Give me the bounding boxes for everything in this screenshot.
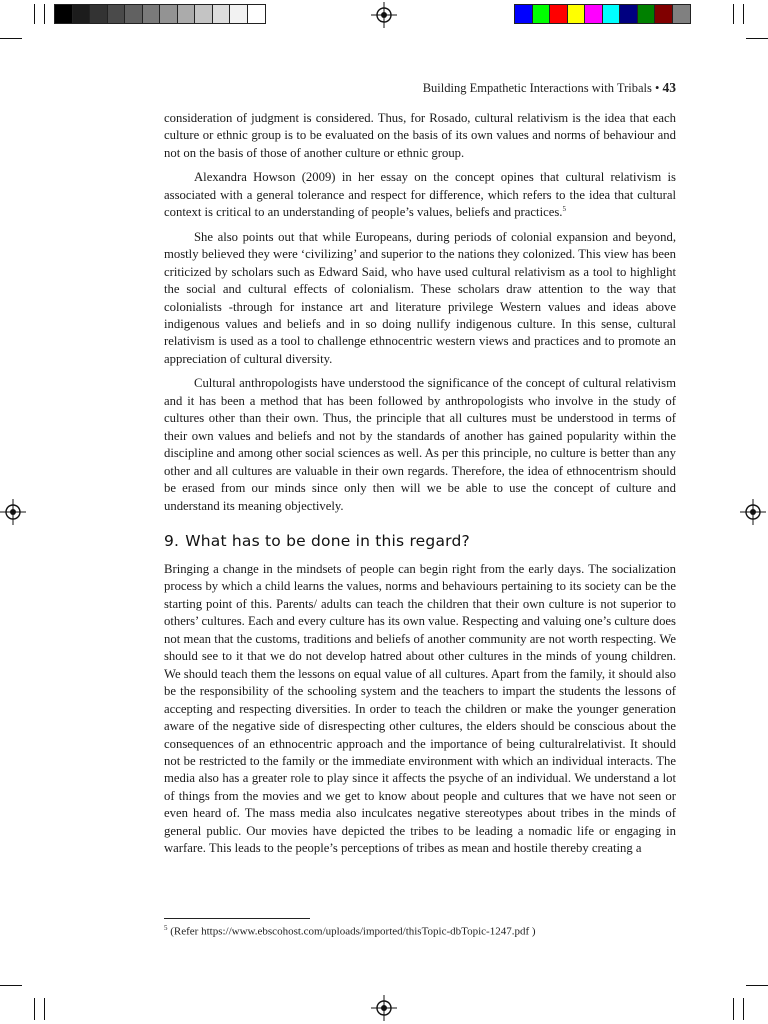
paragraph: She also points out that while Europeans, during periods of colonial expansion and beyond, mostly believed they were ‘civilizing’ and superior to the nations they colonized. This view has been criticized by scholars such as Edward Said, who have used cultural relativism as a tool to highlight the social and cultural effects of colonialism. These scholars draw attention to the way that colonialists -through for instance art and literature privilege Western values and ideas above indigenous values and beliefs and in so doing nullify indigenous culture. In this sense, cultural relativism is used as a tool to challenge ethnocentric western views and practices and to promote an appreciation of cultural diversity. — [164, 229, 676, 366]
crop-mark — [44, 4, 45, 24]
grayscale-swatch-bar — [54, 4, 266, 24]
color-swatch — [638, 5, 656, 23]
crop-mark — [34, 4, 35, 24]
color-swatch — [515, 5, 533, 23]
registration-mark-icon — [371, 2, 397, 28]
paragraph: consideration of judgment is considered. Thus, for Rosado, cultural relativism is the idea that each culture or ethnic group is to be evaluated on the basis of its own values and norms of behaviour and not on the basis of those of another culture or ethnic group. — [164, 111, 676, 160]
color-swatch — [108, 5, 126, 23]
color-swatch — [160, 5, 178, 23]
registration-mark-icon — [0, 499, 26, 525]
crop-mark — [44, 998, 45, 1020]
section-heading — [164, 532, 676, 550]
color-swatch — [178, 5, 196, 23]
color-swatch — [230, 5, 248, 23]
crop-mark — [746, 985, 768, 986]
footnote-reference: 5 — [562, 205, 566, 214]
paragraph: Cultural anthropologists have understood the significance of the concept of cultural relativism and it has been a method that has been followed by anthropologists who involve in the study of cultures other than their own. Thus, the principle that all cultures must be understood in terms of their own values and beliefs and not by the standards of another has gained popularity within the discipline and among other social sciences as well. As per this principle, no culture is better than any other and all cultures are valuable in their own regards. Therefore, the idea of ethnocentrism should be erased from our minds since only then will we be able to use the concept of culture and understand its meaning objectively. — [164, 376, 676, 513]
crop-mark — [733, 4, 734, 24]
color-swatch — [248, 5, 266, 23]
color-swatch — [620, 5, 638, 23]
running-title: Building Empathetic Interactions with Tribals — [422, 81, 652, 95]
color-swatch — [673, 5, 691, 23]
color-swatch — [90, 5, 108, 23]
section-number: 9. — [164, 531, 180, 550]
color-swatch — [655, 5, 673, 23]
color-swatch-bar — [514, 4, 691, 24]
header-bullet: • — [654, 81, 660, 95]
footnote-text: (Refer https://www.ebscohost.com/uploads/imported/thisTopic-dbTopic-1247.pdf ) — [170, 925, 536, 938]
footnote — [164, 924, 676, 938]
color-swatch — [533, 5, 551, 23]
color-swatch — [585, 5, 603, 23]
section-title: What has to be done in this regard? — [185, 531, 470, 550]
color-swatch — [568, 5, 586, 23]
running-header — [164, 80, 676, 96]
color-swatch — [143, 5, 161, 23]
registration-mark-icon — [740, 499, 766, 525]
color-swatch — [125, 5, 143, 23]
crop-mark — [0, 985, 22, 986]
color-swatch — [603, 5, 621, 23]
footnote-divider — [164, 918, 310, 919]
paragraph: Bringing a change in the mindsets of people can begin right from the early days. The socialization process by which a child learns the values, norms and behaviours pertaining to its society can be the starting point of this. Parents/ adults can teach the children that their own culture is not superior to others’ cultures. Each and every culture has its own value. Respecting and valuing one’s culture does not mean that the customs, traditions and beliefs of another community are not worth respecting. We should see to it that we do not develop hatred about other cultures in the minds of young children. We should teach them the lessons on equal value of all cultures. Apart from the family, it should also be the responsibility of the schooling system and the teachers to impart the students the lessons of accepting and respecting diversities. In order to teach the children or make the younger generation aware of the negative side of disrespecting other cultures, the elders should be conscious about the consequences of an ethnocentric approach and the importance of being culturalrelativist. It should not be restricted to the family or the immediate environment with which an individual interacts. The media also has a greater role to play since it affects the psyche of an individual. We understand a lot of things from the movies and we get to know about people and cultures that we have not seen or even heard of. The mass media also inculcates negative stereotypes about tribes in the minds of general public. Our movies have depicted the tribes to be leading a nomadic life or engaging in warfare. This leads to the people’s perceptions of tribes as mean and hostile thereby creating a — [164, 561, 676, 856]
crop-mark — [746, 38, 768, 39]
color-swatch — [55, 5, 73, 23]
footnote-marker: 5 — [164, 924, 168, 932]
page-body — [164, 110, 676, 865]
crop-mark — [34, 998, 35, 1020]
color-swatch — [73, 5, 91, 23]
color-swatch — [195, 5, 213, 23]
page-number: 43 — [662, 80, 676, 95]
color-swatch — [550, 5, 568, 23]
paragraph-text: Alexandra Howson (2009) in her essay on the concept opines that cultural relativism is associated with a general tolerance and respect for difference, which refers to the idea that cultural context is critical to an understanding of people’s values, beliefs and practices. — [164, 170, 676, 220]
crop-mark — [743, 4, 744, 24]
registration-mark-icon — [371, 995, 397, 1021]
crop-mark — [0, 38, 22, 39]
color-swatch — [213, 5, 231, 23]
paragraph — [164, 169, 676, 221]
crop-mark — [733, 998, 734, 1020]
crop-mark — [743, 998, 744, 1020]
